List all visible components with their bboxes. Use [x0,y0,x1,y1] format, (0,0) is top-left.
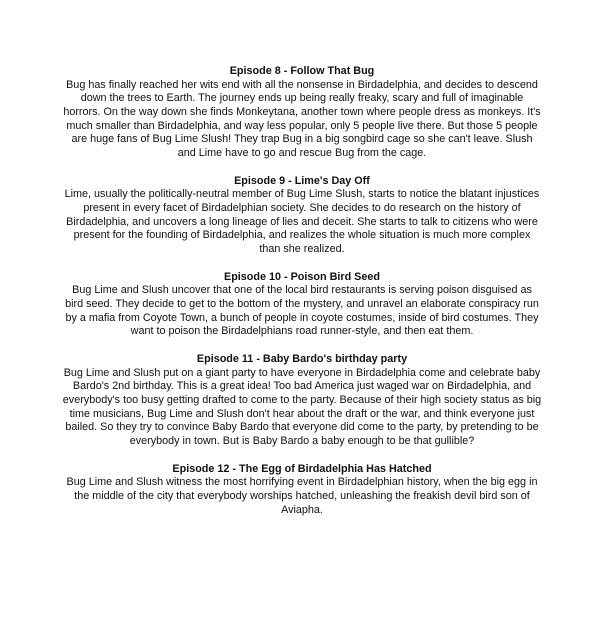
episode-11 [62,352,542,449]
episode-description: Lime, usually the politically-neutral member of Bug Lime Slush, starts to notice the blatant injustices present in every facet of Birdadelphian society. She decides to do research on the history of Birdadelphia, and uncovers a long lineage of lies and deceit. She starts to talk to citizens who were present for the founding of Birdadelphia, and realizes the whole situation is much more complex than she realized. [64,188,540,256]
episode-12 [62,462,542,518]
episode-title: Episode 10 - Poison Bird Seed [224,270,380,283]
episode-title: Episode 9 - Lime's Day Off [234,174,370,187]
episode-title: Episode 8 - Follow That Bug [229,65,375,77]
episode-description: Bug Lime and Slush witness the most horrifying event in Birdadelphian history, when the big egg in the middle of the city that everybody worships hatched, unleashing the freakish devil bird son of Aviapha. [66,476,538,516]
episode-10 [62,270,542,339]
episode-9 [62,174,542,257]
episode-description: Bug Lime and Slush put on a giant party to have everyone in Birdadelphia come and celebrate baby Bardo's 2nd birthday. This is a great idea! Too bad America just waged war on Birdadelphia, and everybody's too busy getting drafted to come to the party. Because of their high society status as big time musicians, Bug Lime and Slush don't hear about the draft or the war, and think everyone just bailed. So they try to convince Baby Bardo that everyone did come to the party, by pretending to be everybody in town. But is Baby Bardo a baby enough to be that gullible? [62,366,542,448]
episode-description: Bug Lime and Slush uncover that one of the local bird restaurants is serving poison disguised as bird seed. They decide to get to the bottom of the mystery, and unravel an elaborate conspiracy run by a mafia from Coyote Town, a bunch of people in coyote costumes, inside of bird costumes. They want to poison the Birdadelphians road runner-style, and then eat them. [65,284,539,338]
episode-description: Bug has finally reached her wits end with all the nonsense in Birdadelphia, and decides to descend down the trees to Earth. The journey ends up being really freaky, scary and full of imaginable horrors. On the way down she finds Monkeytana, another town where people dress as monkeys. It's much smaller than Birdadelphia, and way less popular, only 5 people live there. But those 5 people are huge fans of Bug Lime Slush! They trap Bug in a big songbird cage so she can't leave. Slush and Lime have to go and rescue Bug from the cage. [63,78,541,160]
document-page [62,64,542,530]
episode-8 [62,64,542,161]
episode-title: Episode 12 - The Egg of Birdadelphia Has Hatched [172,462,432,475]
episode-title: Episode 11 - Baby Bardo's birthday party [196,353,408,366]
